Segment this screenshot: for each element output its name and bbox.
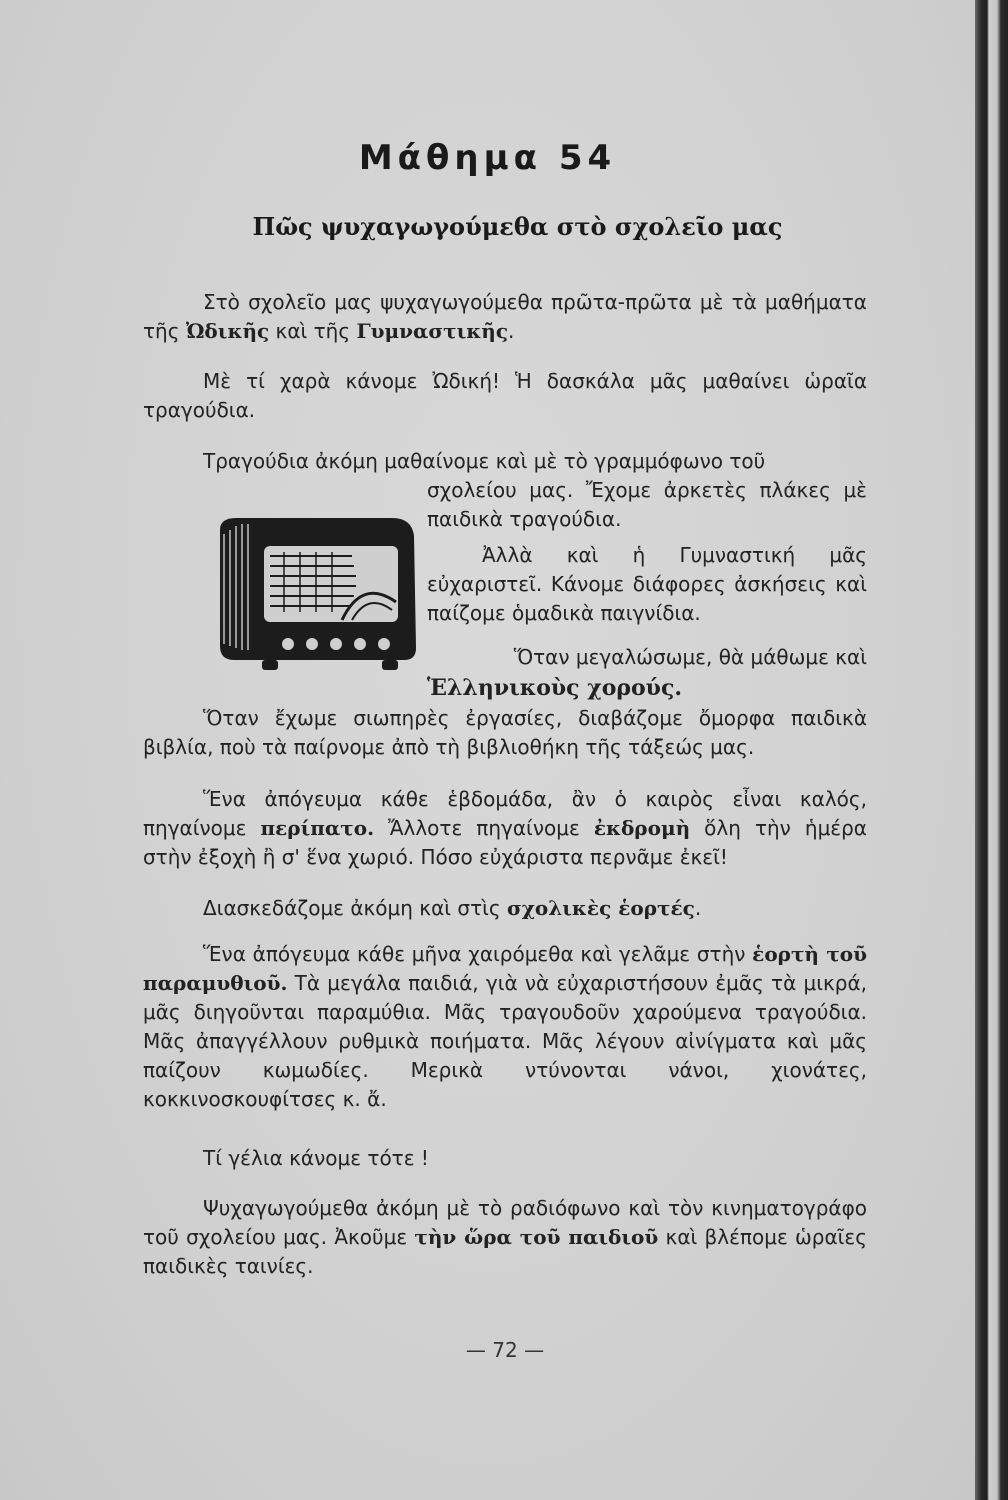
paragraph-5-bold bbox=[427, 674, 867, 703]
paragraph-7-end: ὅλη τὴν ἡμέρα στὴν ἐξοχὴ ἢ σ' ἕνα χωριό. Πόσο εὐχάριστα περνᾶμε ἐκεῖ! bbox=[143, 816, 867, 869]
paragraph-6: Ὅταν ἔχωμε σιωπηρὲς ἐργασίες, διαβάζομε ὄμορφα παιδικὰ βιβλία, ποὺ τὰ παίρνομε ἀπὸ τὴ βιβλιοθήκη τῆς τάξεώς μας. bbox=[143, 706, 867, 759]
paragraph-7-text: Ἕνα ἀπόγευμα κάθε ἑβδομάδα, ἂν ὁ καιρὸς εἶναι καλός, πηγαίνομε bbox=[143, 787, 867, 840]
paragraph-1-end: . bbox=[508, 319, 515, 343]
paragraph-9 bbox=[143, 940, 867, 1114]
paragraph-3-rest: σχολείου μας. Ἔχομε ἀρκετὲς πλάκες μὲ παιδικὰ τραγούδια. bbox=[427, 478, 867, 531]
paragraph-7-bold-ekdromi: ἐκδρομὴ bbox=[593, 816, 691, 840]
paragraph-8-text: Διασκεδάζομε ἀκόμη καὶ στὶς bbox=[203, 896, 507, 920]
paragraph-8-end: . bbox=[694, 896, 702, 920]
paragraph-1-mid: καὶ τῆς bbox=[269, 319, 357, 343]
paragraph-11-text: Ψυχαγωγούμεθα ἀκόμη μὲ τὸ ραδιόφωνο καὶ τὸν κινηματογράφο τοῦ σχολείου μας. Ἀκοῦμε bbox=[143, 1196, 867, 1249]
paragraph-3-first-line: Τραγούδια ἀκόμη μαθαίνομε καὶ μὲ τὸ γραμμόφωνο τοῦ bbox=[203, 449, 766, 473]
paragraph-7-bold-peripato: περίπατο. bbox=[260, 816, 375, 840]
paragraph-9-bold: ἑορτὴ τοῦ παραμυθιοῦ. bbox=[143, 942, 867, 995]
paragraph-1-text: Στὸ σχολεῖο μας ψυχαγωγούμεθα πρῶτα-πρῶτα μὲ τὰ μαθήματα τῆς bbox=[143, 290, 867, 343]
paragraph-1-bold-gymnastiki: Γυμναστικῆς bbox=[356, 319, 509, 343]
paragraph-11-bold: τὴν ὥρα τοῦ παιδιοῦ bbox=[414, 1225, 659, 1249]
paragraph-8-bold: σχολικὲς ἑορτές bbox=[506, 896, 695, 920]
paragraph-4: Ἀλλὰ καὶ ἡ Γυμναστική μᾶς εὐχαριστεῖ. Κάνομε διάφορες ἀσκήσεις καὶ παίζομε ὁμαδικὰ παιγνίδια. bbox=[427, 543, 867, 625]
paragraph-11 bbox=[143, 1194, 867, 1281]
book-edge bbox=[975, 0, 1008, 1500]
radio-icon bbox=[212, 512, 422, 676]
lesson-subtitle: Πῶς ψυχαγωγούμεθα στὸ σχολεῖο μας bbox=[252, 212, 783, 241]
lesson-title: Μάθημα 54 bbox=[358, 138, 617, 178]
paragraph-1-bold-odiki: Ὠδικῆς bbox=[185, 319, 270, 343]
paragraph-7-mid: Ἄλλοτε πηγαίνομε bbox=[374, 816, 594, 840]
paragraph-2: Μὲ τί χαρὰ κάνομε Ὠδική! Ἡ δασκάλα μᾶς μαθαίνει ὡραῖα τραγούδια. bbox=[143, 369, 867, 422]
paragraph-7 bbox=[143, 785, 867, 872]
paragraph-1 bbox=[143, 288, 867, 346]
paragraph-5-bold-text: Ἑλληνικοὺς χορούς. bbox=[427, 675, 682, 701]
paragraph-10: Τί γέλια κάνομε τότε ! bbox=[203, 1146, 429, 1170]
paragraph-5: Ὅταν μεγαλώσωμε, θὰ μάθωμε καὶ bbox=[513, 645, 867, 669]
paragraph-8 bbox=[143, 894, 867, 923]
page-number: — 72 — bbox=[465, 1338, 545, 1362]
paragraph-11-end: καὶ βλέπομε ὡραῖες παιδικὲς ταινίες. bbox=[143, 1225, 867, 1278]
paragraph-9-end: Τὰ μεγάλα παιδιά, γιὰ νὰ εὐχαριστήσουν ἐμᾶς τὰ μικρά, μᾶς διηγοῦνται παραμύθια. Μᾶς τραγουδοῦν χαρούμενα τραγούδια. Μᾶς ἀπαγγέλλουν ρυθμικὰ ποιήματα. Μᾶς λέγουν αἰνίγματα καὶ μᾶς παίζουν κωμωδίες. Μερικὰ ντύνονται νάνοι, χιονάτες, κοκκινοσκουφίτσες κ. ἄ. bbox=[143, 971, 867, 1111]
paragraph-9-text: Ἕνα ἀπόγευμα κάθε μῆνα χαιρόμεθα καὶ γελᾶμε στὴν bbox=[203, 942, 753, 966]
